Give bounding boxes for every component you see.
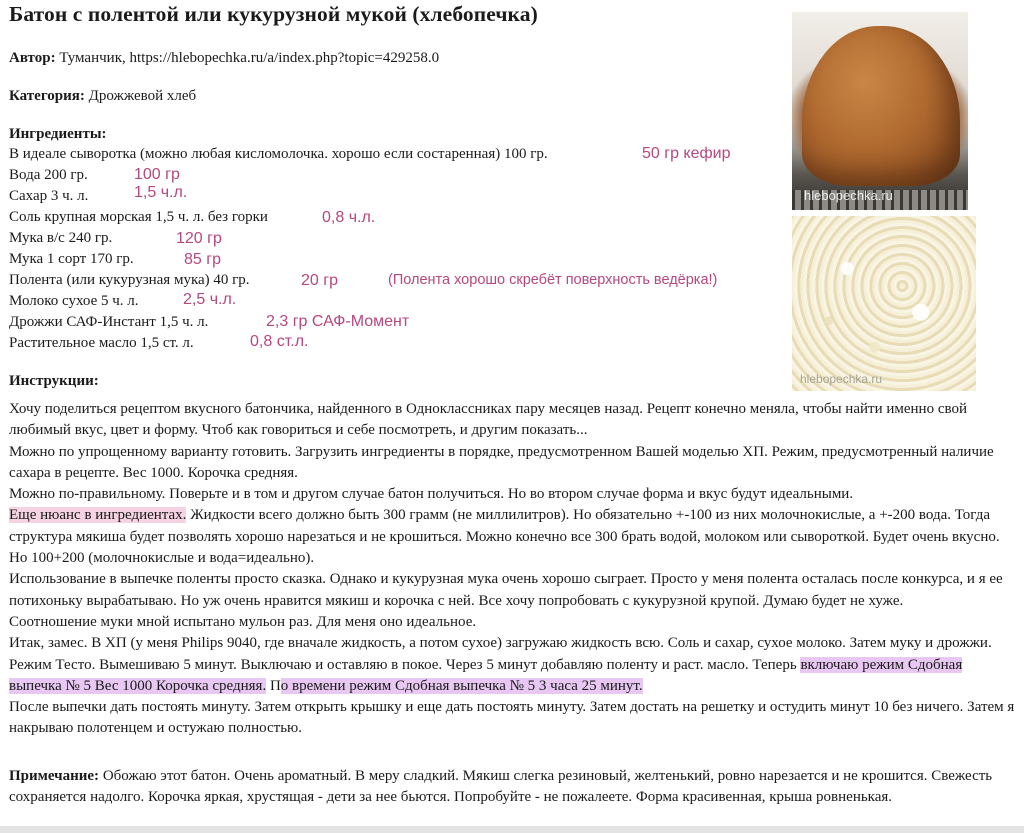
handwritten-note: 20 гр [301,272,338,289]
handwritten-note: 2,3 гр САФ-Момент [266,313,410,330]
highlighted-text: включаю режим Сдобная выпечка № 5 Вес 1000 Корочка средняя. [9,656,963,694]
ingredient-item: Полента (или кукурузная мука) 40 гр. [9,272,250,288]
highlighted-text: Еще нюанс в ингредиентах. [9,507,187,524]
handwritten-note: 85 гр [184,251,221,268]
note-label: Примечание: [9,768,100,784]
highlighted-text: о времени режим Сдобная выпечка № 5 3 часа 25 минут. [280,677,643,694]
recipe-title: Батон с полентой или кукурузной мукой (хлебопечка) [9,2,538,26]
paragraph-text: Итак, замес. В ХП (у меня Philips 9040, где вначале жидкость, а потом сухое) загружаю жидкость всю. Соль и сахар, сухое молоко. Затем муку и дрожжи. Режим Тесто. Вымешиваю 5 минут. Выключаю и оставляю в покое. Через 5 минут добавляю поленту и раст. масло. Теперь [9,635,992,673]
instruction-paragraph: Хочу поделиться рецептом вкусного батончика, найденного в Одноклассниках пару месяцев назад. Рецепт конечно меняла, чтобы найти именно свой любимый вкус, цвет и форму. Чтоб как говориться и себе посмотреть, и другим показать... [9,401,967,439]
ingredient-item: Растительное масло 1,5 ст. л. [9,335,194,351]
ingredient-item: Мука 1 сорт 170 гр. [9,251,134,267]
instruction-paragraph: Можно по-правильному. Поверьте и в том и другом случае батон получиться. Но во втором случае форма и вкус будут идеальными. [9,486,854,503]
instruction-paragraph [9,505,1017,569]
instruction-paragraph: Можно по упрощенному варианту готовить. Загрузить ингредиенты в порядке, предусмотренном Вашей моделью ХП. Режим, предусмотренный наличие сахара в рецепте. Вес 1000. Корочка средняя. [9,443,994,481]
loaf-photo [792,12,968,210]
ingredient-item: Сахар 3 ч. л. [9,188,89,204]
handwritten-note: 0,8 ч.л. [322,209,376,226]
ingredient-item: Мука в/с 240 гр. [9,230,113,246]
author-line [9,50,439,67]
handwritten-note: 50 гр кефир [642,145,731,162]
handwritten-note: 1,5 ч.л. [134,184,188,201]
loaf-shape [802,26,960,186]
handwritten-note: 100 гр [134,166,180,183]
note-block [9,766,1017,809]
ingredient-item: Дрожжи САФ-Инстант 1,5 ч. л. [9,314,209,330]
category-label: Категория: [9,88,85,104]
crumb-photo [792,216,976,391]
paragraph-text: Жидкости всего должно быть 300 грамм (не миллилитров). Но обязательно +-100 из них молочнокислые, а +-200 вода. Тогда структура мякиша будет позволять хорошо нарезаться и не крошиться. Можно конечно все 300 брать водой, молоком или сывороткой. Будет очень вкусно. Но 100+200 (молочнокислые и вода=идеально). [9,507,1000,567]
ingredient-item: Вода 200 гр. [9,167,88,183]
instructions-heading: Инструкции: [9,373,99,389]
handwritten-note: 2,5 ч.л. [183,291,237,308]
handwritten-note: 0,8 ст.л. [250,333,309,350]
instruction-paragraph [9,633,1017,697]
handwritten-note: (Полента хорошо скребёт поверхность ведёрка!) [388,272,718,288]
photo-watermark: hlebopechka.ru [800,372,883,386]
category-value: Дрожжевой хлеб [84,88,197,104]
author-label: Автор: [9,50,56,66]
ingredient-item: Соль крупная морская 1,5 ч. л. без горки [9,209,268,225]
note-text: Обожаю этот батон. Очень ароматный. В меру сладкий. Мякиш слегка резиновый, желтенький, ровно нарезается и не крошится. Свежесть сохраняется надолго. Корочка яркая, хрустящая - дети за нее бьются. Попробуйте - не пожалеете. Форма красивенная, крыша ровненькая. [9,768,993,806]
author-value: Туманчик, https://hlebopechka.ru/a/index.php?topic=429258.0 [55,50,440,66]
ingredient-item: Молоко сухое 5 ч. л. [9,293,139,309]
ingredient-item: В идеале сыворотка (можно любая кисломолочка. хорошо если состаренная) 100 гр. [9,146,548,162]
instruction-paragraph: Использование в выпечке поленты просто сказка. Однако и кукурузная мука очень хорошо сыграет. Просто у меня полента осталась после конкурса, и я ее потихоньку вырабатываю. Но уж очень нравится мякиш и корочка с ней. Все хочу попробовать с кукурузной крупой. Думаю будет не хуже. [9,571,1003,609]
ingredients-heading: Ингредиенты: [9,126,107,142]
paragraph-text: П [266,677,281,694]
instruction-paragraph: После выпечки дать постоять минуту. Затем открыть крышку и еще дать постоять минуту. Затем достать на решетку и остудить минут 10 без ничего. Затем я накрываю полотенцем и остужаю полностью. [9,699,1015,737]
photo-watermark: hlebopechka.ru [804,188,893,203]
instruction-paragraph: Соотношение муки мной испытано мульон раз. Для меня оно идеальное. [9,613,477,630]
instructions-body [9,399,1017,740]
category-line [9,88,196,105]
page-bottom-bar [0,826,1024,833]
handwritten-note: 120 гр [176,230,222,247]
